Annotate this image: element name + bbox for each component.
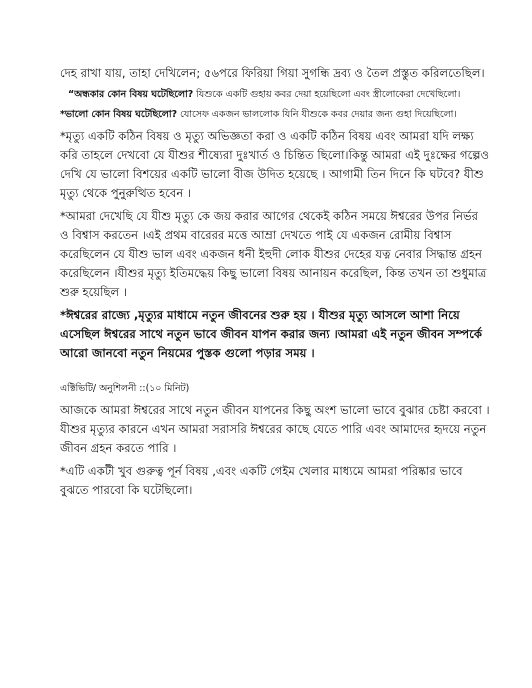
paragraph-gap bbox=[60, 367, 490, 381]
document-body bbox=[60, 64, 490, 504]
paragraph-trust-god: *আমরা দেখেছি যে যীশু মৃত্যু কে জয় করার আগের থেকেই কঠিন সময়ে ঈশ্বরের উপর নির্ভর ও বিশ্বাস করতেন ।এই প্রথম বারেরর মত্তে আম্রা দেখতে পাই যে একজন রোমীয় বিশ্বাস করেছিলেন যে যীশু ভাল এবং একজন ধনী ইহুদী লোক যীশুর দেহের যত্ন নেবার সিদ্ধান্ত গ্রহন করেছিলেন ।যীশুর মৃত্যু ইতিমদ্ধেয় কিছু ভালো বিষয় আনায়ন করেছিল, কিন্ত তখন তা শুধুমাত্র শুরু হয়েছিল । bbox=[60, 209, 487, 299]
paragraph-activity-intro: আজকে আমরা ঈশ্বরের সাথে নতুন জীবন যাপনের কিছু অংশ ভালো ভাবে বুঝার চেষ্টা করবো ।যীশুর মৃত্যুর কারনে এখন আমরা সরাসরি ঈশ্বরের কাছে যেতে পারি এবং আমাদের হৃদয়ে নতুন জীবন গ্রহন করতে পারি । bbox=[60, 403, 490, 455]
paragraph-death-difficult: *মৃত্যু একটি কঠিন বিষয় ও মৃত্যু অভিজ্ঞতা করা ও একটি কঠিন বিষয় এবং আমরা যদি লক্ষ্য করি তাহলে দেখবো যে যীশুর শীষ্যেরা দুঃখার্ত ও চিন্তিত ছিলো।কিন্তু আমরা এই দুঃক্ষের গল্পেও দেখি যে ভালো বিশয়ের একটি ভালো বীজ উদিত হয়েছে । আগামী তিন দিনে কি ঘটবে? যীশু মৃত্যু থেকে পুনুরুত্থিত হবেন । bbox=[60, 129, 490, 200]
paragraph-spices-prepared: দেহ রাখা যায়, তাহা দেখিলেন; ৫৬পরে ফিরিয়া গিয়া সুগন্ধি দ্রব্য ও তৈল প্রস্তুত করিলতেছিল। bbox=[60, 66, 485, 80]
paragraph-kingdom-new-life: *ঈশ্বরের রাজ্যে ,মৃত্যুর মাধামে নতুন জীবনের শুরু হয় । যীশুর মৃত্যু আসলে আশা নিয়ে এসেছিল ঈশ্বরের সাথে নতুন ভাবে জীবন যাপন করার জন্য ।আমরা এই নতুন জীবন সম্পর্কে আরো জানবো নতুন নিয়মের পুস্তক গুলো পড়ার সময় । bbox=[60, 308, 482, 360]
paragraph-good-event bbox=[60, 107, 490, 123]
question-good-event: *ভালো কোন বিষয় ঘটেছিলো? bbox=[60, 109, 178, 120]
paragraph-game-note: *এটি একটী খুব গুরুত্ব পূর্ন বিষয় ,এবং একটি গেইম খেলার মাধ্যমে আমরা পরিষ্কার ভাবে বুঝতে পারবো কি ঘটেছিলো। bbox=[60, 464, 463, 497]
question-dark-event: “অন্ধকার কোন বিষয় ঘটেছিলো? bbox=[68, 89, 194, 100]
answer-dark-event: যিশুকে একটি গুহায় কবর দেয়া হয়েছিলো এবং স্ত্রীলোকেরা দেখেছিলো। bbox=[193, 89, 461, 100]
paragraph-dark-event bbox=[60, 87, 490, 103]
answer-good-event: যোসেফ একজন ভাললোক যিনি যীশুকে কবর দেয়ার জন্য গুহা দিয়েছিলো। bbox=[177, 109, 457, 120]
activity-heading: এক্টিভিটি/ অনুশিলনী ::(১০ মিনিট) bbox=[60, 383, 190, 394]
